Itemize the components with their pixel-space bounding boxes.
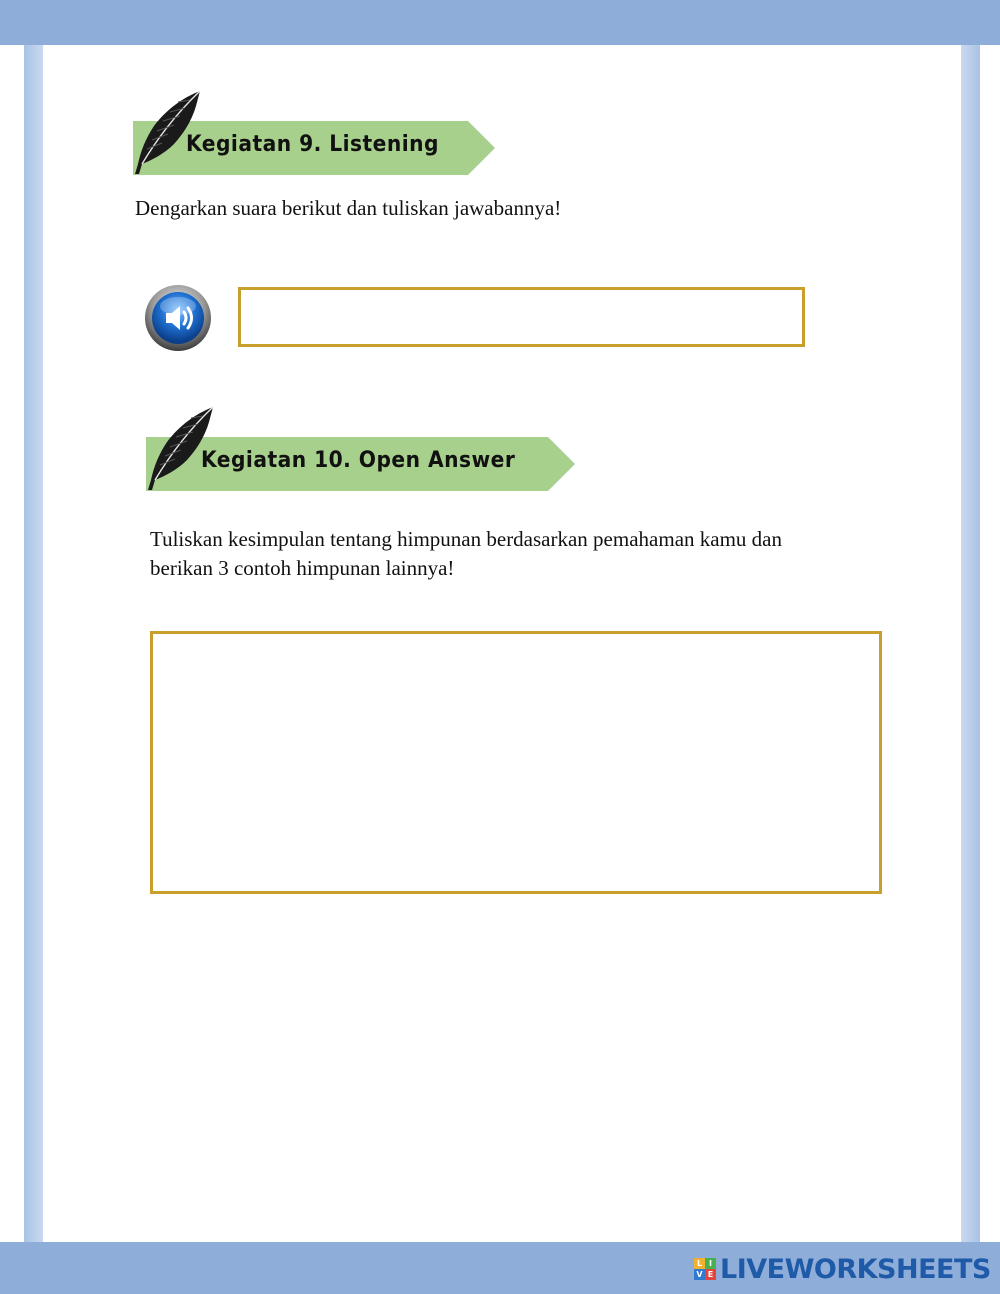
liveworksheets-logo[interactable] <box>694 1254 991 1284</box>
logo-mark <box>694 1258 716 1280</box>
logo-letter: I <box>705 1258 716 1269</box>
logo-text: LIVEWORKSHEETS <box>720 1253 991 1285</box>
speaker-button[interactable] <box>144 284 212 352</box>
activity-9-banner <box>130 88 500 178</box>
right-frame-border <box>961 45 980 1242</box>
activity-10-instruction <box>150 525 782 583</box>
open-answer-textarea[interactable] <box>150 631 882 894</box>
left-frame-border <box>24 45 43 1242</box>
activity-9-instruction: Dengarkan suara berikut dan tuliskan jawabannya! <box>135 196 562 220</box>
top-frame-band <box>0 0 1000 45</box>
activity-10-banner <box>143 404 583 494</box>
activity-10-title: Kegiatan 10. Open Answer <box>201 448 516 473</box>
activity-9-title: Kegiatan 9. Listening <box>186 132 439 157</box>
instruction-line-1: Tuliskan kesimpulan tentang himpunan berdasarkan pemahaman kamu dan <box>150 527 782 551</box>
logo-letter: V <box>694 1269 705 1280</box>
instruction-line-2: berikan 3 contoh himpunan lainnya! <box>150 556 455 580</box>
right-margin <box>980 45 1000 1242</box>
logo-letter: L <box>694 1258 705 1269</box>
logo-letter: E <box>705 1269 716 1280</box>
listening-answer-input[interactable] <box>238 287 805 347</box>
speaker-icon <box>144 284 212 352</box>
